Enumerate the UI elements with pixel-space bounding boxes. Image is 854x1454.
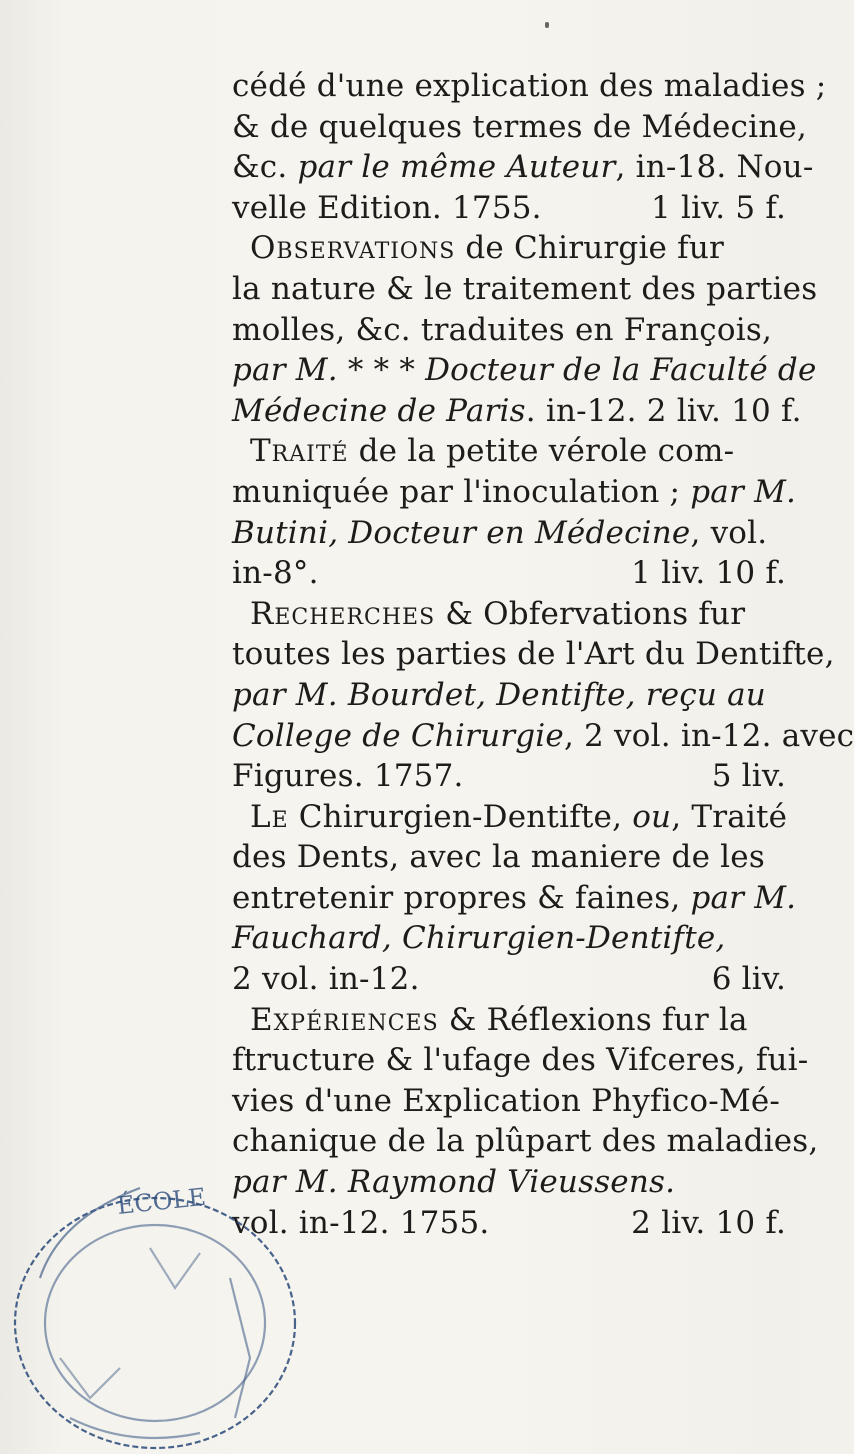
text-line — [232, 513, 792, 554]
text-line — [232, 634, 835, 675]
italic-span: Médecine de Paris — [232, 392, 526, 429]
price: 6 liv. — [711, 961, 786, 998]
text-span: velle Edition. 1755. — [232, 189, 542, 226]
italic-span: par M. Raymond Vieussens. — [232, 1164, 676, 1201]
italic-span: par M. — [690, 879, 797, 916]
text-line — [232, 107, 807, 148]
text-line — [232, 553, 792, 594]
text-line — [232, 188, 792, 229]
text-span: de la petite vérole com- — [348, 433, 735, 470]
text-line — [232, 1040, 809, 1081]
entry-title: Traité — [250, 433, 349, 470]
text-span: muniquée par l'inoculation ; — [232, 473, 691, 510]
text-span: , vol. — [690, 514, 768, 551]
text-line — [232, 837, 792, 878]
text-line — [232, 350, 817, 391]
text-span: Figures. 1757. — [232, 758, 464, 795]
italic-span: par M. * * * Docteur de la Faculté de — [232, 352, 817, 389]
text-line — [232, 1081, 792, 1122]
text-line — [232, 1121, 819, 1162]
text-span: vies d'une Explication Phyfico-Mé- — [232, 1082, 781, 1119]
text-line — [232, 66, 827, 107]
text-span: & de quelques termes de Médecine, — [232, 108, 807, 145]
text-line — [232, 310, 792, 351]
price: 2 liv. 10 f. — [631, 1204, 786, 1241]
text-span: ftructure & l'ufage des Vifceres, fui- — [232, 1042, 809, 1079]
text-span: in-8°. — [232, 555, 319, 592]
text-line — [232, 1203, 792, 1244]
entry-heading-line — [232, 594, 792, 635]
text-span: cédé d'une explication des maladies ; — [232, 68, 827, 104]
text-line — [232, 716, 854, 757]
text-span: entretenir propres & faines, — [232, 879, 691, 916]
text-span: , in-18. Nou- — [615, 149, 814, 186]
ink-mark — [545, 22, 549, 28]
text-span: &c. — [232, 149, 298, 186]
entry-title: Expériences — [250, 1001, 439, 1038]
library-stamp — [0, 1158, 290, 1454]
price: 5 liv. — [711, 758, 786, 795]
text-line — [232, 269, 818, 310]
catalogue-text — [232, 66, 854, 1243]
italic-span: Fauchard, Chirurgien-Dentifte, — [232, 920, 726, 957]
italic-span: par le même Auteur — [297, 149, 616, 186]
entry-heading-line — [232, 431, 792, 472]
italic-span: par M. — [690, 473, 797, 510]
italic-span: ou — [632, 798, 672, 835]
italic-span: Butini, Docteur en Médecine — [232, 514, 691, 551]
text-span: toutes les parties de l'Art du Dentifte, — [232, 636, 835, 673]
text-line — [232, 1162, 792, 1203]
text-line — [232, 675, 792, 716]
italic-span: par M. Bourdet, Dentifte, reçu au — [232, 676, 766, 713]
text-span: , 2 vol. in-12. avec — [563, 717, 854, 754]
entry-heading-line — [232, 797, 792, 838]
text-line — [232, 918, 792, 959]
text-line — [232, 472, 797, 513]
text-span: la nature & le traitement des parties — [232, 270, 818, 307]
entry-heading-line — [232, 1000, 792, 1041]
entry-title: Le — [250, 798, 289, 835]
text-span: des Dents, avec la maniere de les — [232, 839, 765, 876]
text-line — [232, 959, 792, 1000]
text-span: . in-12. 2 liv. 10 f. — [525, 392, 802, 429]
text-span: Chirurgien-Dentifte, — [288, 798, 633, 835]
entry-title: Observations — [250, 230, 456, 267]
stamp-text: ÉCOLE — [115, 1182, 208, 1220]
text-span: & Obfervations fur — [435, 595, 746, 632]
text-span: de Chirurgie fur — [455, 230, 725, 267]
entry-heading-line — [232, 228, 792, 269]
entry-title: Recherches — [250, 595, 436, 632]
text-span: molles, &c. traduites en François, — [232, 311, 773, 348]
price: 1 liv. 5 f. — [651, 189, 786, 226]
text-span: & Réflexions fur la — [438, 1001, 748, 1038]
text-line — [232, 878, 797, 919]
text-span: , Traité — [671, 798, 788, 835]
text-span: chanique de la plûpart des maladies, — [232, 1123, 819, 1160]
text-line — [232, 391, 802, 432]
text-line — [232, 756, 792, 797]
price: 1 liv. 10 f. — [631, 555, 786, 592]
text-span: vol. in-12. 1755. — [232, 1204, 490, 1241]
italic-span: College de Chirurgie — [232, 717, 564, 754]
text-line — [232, 147, 814, 188]
text-span: 2 vol. in-12. — [232, 961, 420, 998]
